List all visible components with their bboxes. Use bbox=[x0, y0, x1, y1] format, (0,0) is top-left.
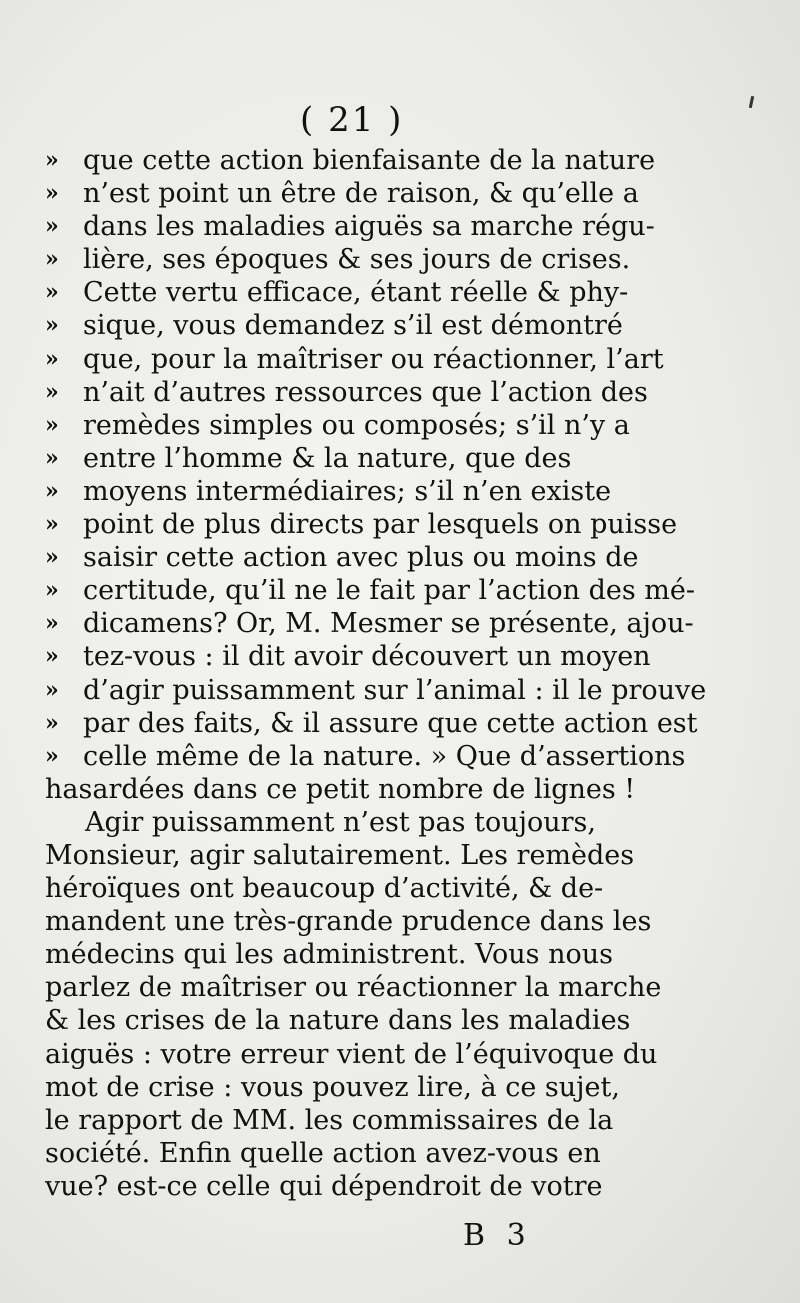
quote-mark: » bbox=[45, 577, 59, 604]
line-text: lière, ses époques & ses jours de crises. bbox=[83, 244, 631, 276]
line-text: hasardées dans ce petit nombre de lignes ! bbox=[45, 773, 636, 805]
line-text: n’ait d’autres ressources que l’action des bbox=[83, 376, 648, 408]
text-line bbox=[45, 640, 760, 673]
quote-mark: » bbox=[45, 246, 59, 273]
quote-mark: » bbox=[45, 444, 59, 471]
quote-mark: » bbox=[45, 213, 59, 240]
quote-mark: » bbox=[45, 544, 59, 571]
quote-mark: » bbox=[45, 378, 59, 405]
line-text: parlez de maîtriser ou réactionner la marche bbox=[45, 972, 662, 1004]
text-line bbox=[45, 177, 760, 210]
line-text: moyens intermédiaires; s’il n’en existe bbox=[83, 475, 612, 507]
text-line bbox=[45, 872, 760, 905]
text-line bbox=[45, 541, 760, 574]
line-text: tez-vous : il dit avoir découvert un moyen bbox=[83, 641, 651, 673]
quote-mark: » bbox=[45, 411, 59, 438]
line-text: le rapport de MM. les commissaires de la bbox=[45, 1104, 614, 1136]
signature-mark: B 3 bbox=[463, 1218, 532, 1253]
line-text: société. Enfin quelle action avez-vous en bbox=[45, 1137, 601, 1169]
line-text: aiguës : votre erreur vient de l’équivoque du bbox=[45, 1038, 658, 1070]
text-line bbox=[45, 343, 760, 376]
line-text: que cette action bienfaisante de la nature bbox=[83, 145, 656, 176]
text-line bbox=[45, 475, 760, 508]
quote-mark: » bbox=[45, 511, 59, 538]
quote-mark: » bbox=[45, 676, 59, 703]
text-line bbox=[45, 806, 760, 839]
line-text: par des faits, & il assure que cette action est bbox=[83, 707, 698, 739]
text-line bbox=[45, 938, 760, 971]
text-line bbox=[45, 409, 760, 442]
line-text: mandent une très-grande prudence dans les bbox=[45, 906, 652, 938]
ink-mark bbox=[749, 96, 754, 108]
line-text: que, pour la maîtriser ou réactionner, l’art bbox=[83, 343, 664, 375]
text-line bbox=[45, 839, 760, 872]
line-text: Monsieur, agir salutairement. Les remèdes bbox=[45, 839, 635, 871]
text-line bbox=[45, 740, 760, 773]
text-line bbox=[45, 210, 760, 243]
line-text: saisir cette action avec plus ou moins de bbox=[83, 542, 639, 574]
line-text: héroïques ont beaucoup d’activité, & de- bbox=[45, 873, 604, 905]
line-text: celle même de la nature. » Que d’assertions bbox=[83, 740, 686, 772]
line-text: point de plus directs par lesquels on puisse bbox=[83, 509, 678, 541]
text-line bbox=[45, 1170, 760, 1203]
text-line bbox=[45, 442, 760, 475]
quote-mark: » bbox=[45, 279, 59, 306]
text-line bbox=[45, 607, 760, 640]
quote-mark: » bbox=[45, 610, 59, 637]
quote-mark: » bbox=[45, 147, 59, 173]
text-line bbox=[45, 905, 760, 938]
text-line bbox=[45, 574, 760, 607]
text-line bbox=[45, 144, 760, 177]
text-line bbox=[45, 773, 760, 806]
text-line bbox=[45, 1071, 760, 1104]
text-line bbox=[45, 508, 760, 541]
line-text: dicamens? Or, M. Mesmer se présente, ajou- bbox=[83, 608, 694, 640]
text-line bbox=[45, 674, 760, 707]
text-line bbox=[45, 276, 760, 309]
line-text: vue? est-ce celle qui dépendroit de votre bbox=[45, 1170, 603, 1202]
text-line bbox=[45, 376, 760, 409]
text-line bbox=[45, 1004, 760, 1037]
line-text: Agir puissamment n’est pas toujours, bbox=[85, 806, 596, 838]
line-text: Cette vertu efficace, étant réelle & phy- bbox=[83, 277, 629, 309]
quote-mark: » bbox=[45, 312, 59, 339]
quote-mark: » bbox=[45, 643, 59, 670]
quote-mark: » bbox=[45, 180, 59, 207]
line-text: mot de crise : vous pouvez lire, à ce sujet, bbox=[45, 1071, 620, 1103]
quote-mark: » bbox=[45, 742, 59, 769]
body-text bbox=[45, 144, 760, 1203]
quote-mark: » bbox=[45, 709, 59, 736]
quote-mark: » bbox=[45, 345, 59, 372]
line-text: & les crises de la nature dans les maladies bbox=[45, 1005, 631, 1037]
line-text: entre l’homme & la nature, que des bbox=[83, 442, 572, 474]
line-text: médecins qui les administrent. Vous nous bbox=[45, 939, 614, 971]
line-text: n’est point un être de raison, & qu’elle a bbox=[83, 178, 639, 210]
text-line bbox=[45, 707, 760, 740]
text-line bbox=[45, 1137, 760, 1170]
line-text: dans les maladies aiguës sa marche régu- bbox=[83, 211, 655, 243]
quote-mark: » bbox=[45, 477, 59, 504]
line-text: certitude, qu’il ne le fait par l’action des mé- bbox=[83, 575, 695, 607]
text-line bbox=[45, 1038, 760, 1071]
text-line bbox=[45, 1104, 760, 1137]
text-line bbox=[45, 243, 760, 276]
text-line bbox=[45, 309, 760, 342]
page-number: ( 21 ) bbox=[300, 100, 404, 140]
line-text: d’agir puissamment sur l’animal : il le prouve bbox=[83, 674, 707, 706]
line-text: sique, vous demandez s’il est démontré bbox=[83, 310, 623, 342]
text-line bbox=[45, 971, 760, 1004]
line-text: remèdes simples ou composés; s’il n’y a bbox=[83, 409, 630, 441]
